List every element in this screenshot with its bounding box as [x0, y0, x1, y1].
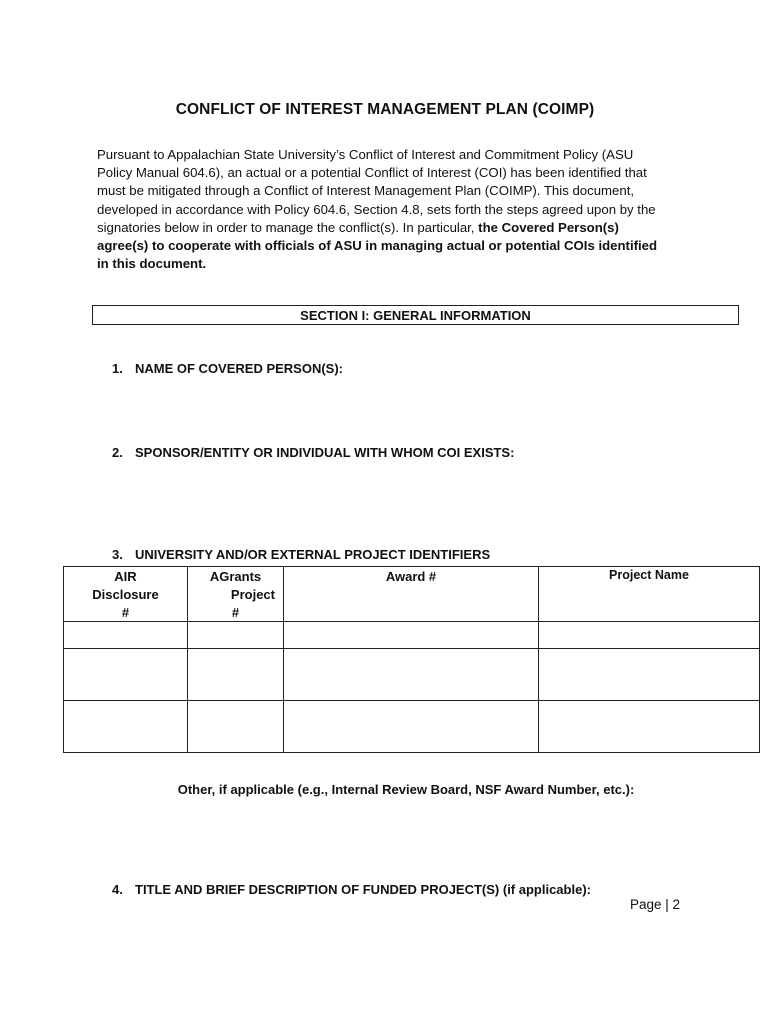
column-header-project-name	[539, 567, 760, 622]
intro-paragraph	[97, 146, 747, 273]
header-line: AGrants	[209, 569, 262, 584]
column-header-agrants-project	[188, 567, 284, 622]
table-cell[interactable]	[284, 649, 539, 701]
column-header-award	[284, 567, 539, 622]
item-1-heading	[112, 361, 343, 376]
table-row	[64, 622, 760, 649]
table-cell[interactable]	[539, 701, 760, 753]
intro-line: Policy Manual 604.6), an actual or a potential Conflict of Interest (COI) has been identified that	[97, 165, 647, 181]
item-label: UNIVERSITY AND/OR EXTERNAL PROJECT IDENTIFIERS	[135, 547, 491, 562]
table-cell[interactable]	[539, 649, 760, 701]
table-cell[interactable]	[64, 622, 188, 649]
intro-line: developed in accordance with Policy 604.6, Section 4.8, sets forth the steps agreed upon by the	[97, 201, 656, 217]
header-line: Award #	[385, 569, 437, 584]
header-line: #	[231, 605, 240, 620]
header-line: Project Name	[609, 568, 689, 582]
table-cell[interactable]	[284, 622, 539, 649]
item-2-heading	[112, 445, 514, 460]
table-cell[interactable]	[64, 649, 188, 701]
item-number: 4.	[112, 882, 123, 897]
table-cell[interactable]	[188, 701, 284, 753]
intro-line: Pursuant to Appalachian State University’s Conflict of Interest and Commitment Policy (ASU	[97, 147, 634, 162]
intro-line-bold: in this document.	[97, 256, 207, 272]
item-number: 2.	[112, 445, 123, 460]
item-label: TITLE AND BRIEF DESCRIPTION OF FUNDED PROJECT(S) (if applicable):	[135, 882, 591, 897]
table-row	[64, 701, 760, 753]
item-number: 3.	[112, 547, 123, 562]
table-cell[interactable]	[188, 622, 284, 649]
table-cell[interactable]	[64, 701, 188, 753]
intro-line: must be mitigated through a Conflict of Interest Management Plan (COIMP). This document,	[97, 183, 635, 199]
item-label: NAME OF COVERED PERSON(S):	[135, 361, 344, 376]
header-line: Disclosure	[92, 587, 159, 602]
intro-line-bold: agree(s) to cooperate with officials of ASU in managing actual or potential COIs identified	[97, 238, 658, 254]
table-cell[interactable]	[284, 701, 539, 753]
header-line: Project	[230, 587, 275, 602]
page-number: Page | 2	[629, 897, 680, 912]
document-title: CONFLICT OF INTEREST MANAGEMENT PLAN (COIMP)	[175, 101, 595, 118]
table-cell[interactable]	[188, 649, 284, 701]
item-number: 1.	[112, 361, 123, 376]
header-line: AIR	[114, 569, 137, 584]
header-line: #	[121, 605, 130, 620]
project-identifiers-table	[63, 566, 760, 753]
table-row	[64, 649, 760, 701]
column-header-air-disclosure	[64, 567, 188, 622]
table-header-row	[64, 567, 760, 622]
item-3-heading	[112, 547, 490, 562]
intro-line	[97, 219, 747, 237]
item-4-heading	[112, 882, 591, 897]
intro-line-normal: signatories below in order to manage the conflict(s). In particular,	[97, 219, 479, 235]
item-label: SPONSOR/ENTITY OR INDIVIDUAL WITH WHOM COI EXISTS:	[135, 445, 515, 460]
table-cell[interactable]	[539, 622, 760, 649]
intro-line-bold: the Covered Person(s)	[478, 219, 619, 235]
other-identifiers-label: Other, if applicable (e.g., Internal Review Board, NSF Award Number, etc.):	[177, 782, 635, 797]
section-1-header: SECTION I: GENERAL INFORMATION	[92, 305, 739, 325]
